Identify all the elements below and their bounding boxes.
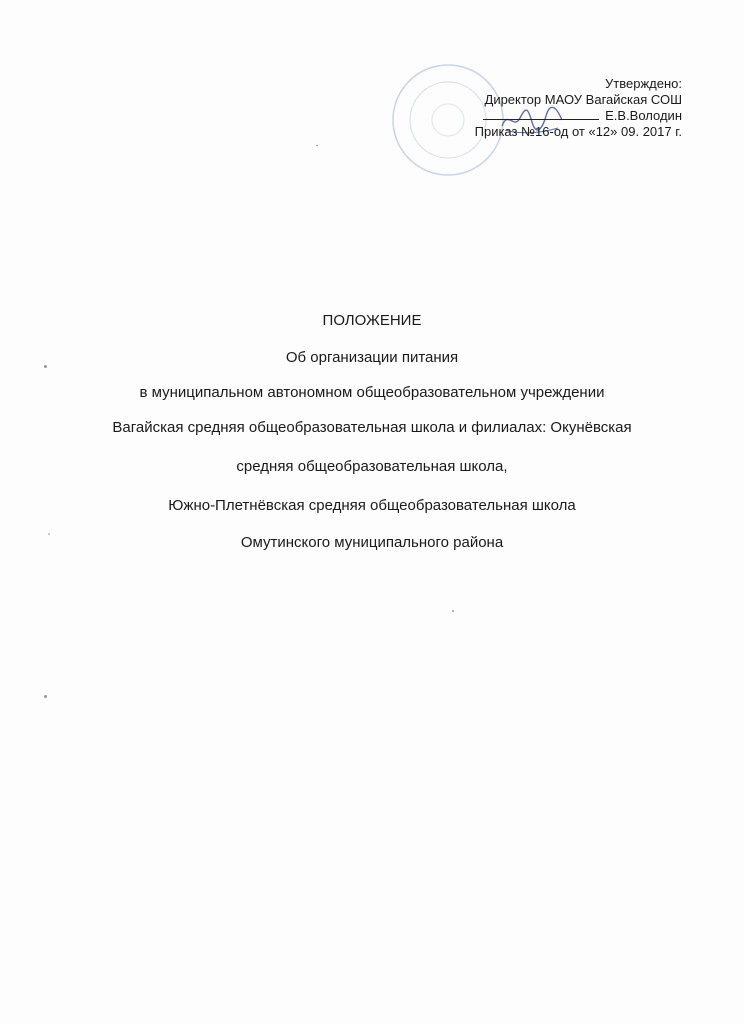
signature-underline — [483, 108, 599, 120]
subtitle-line-1: Об организации питания — [285, 349, 459, 366]
director-line: Директор МАОУ Вагайская СОШ — [484, 92, 682, 107]
approved-label: Утверждено: — [605, 76, 682, 91]
document-heading: ПОЛОЖЕНИЕ — [322, 312, 422, 329]
seal-center — [432, 104, 464, 136]
scan-speck — [48, 533, 50, 535]
approval-block — [475, 76, 682, 140]
subtitle-line-3: Вагайская средняя общеобразовательная школа и филиалах: Окунёвская — [112, 419, 632, 436]
scan-speck — [44, 695, 47, 698]
subtitle-line-2: в муниципальном автономном общеобразовательном учреждении — [139, 384, 605, 401]
order-line: Приказ №16-од от «12» 09. 2017 г. — [474, 124, 682, 139]
subtitle-line-5: Южно-Плетнёвская средняя общеобразовательная школа — [168, 497, 576, 514]
subtitle-line-6: Омутинского муниципального района — [240, 534, 504, 551]
document-title-block — [0, 312, 744, 551]
signature-line — [475, 108, 682, 124]
subtitle-line-4: средняя общеобразовательная школа, — [236, 458, 508, 475]
scan-speck — [452, 610, 454, 612]
scan-speck — [44, 365, 47, 368]
scan-speck — [316, 145, 318, 146]
signatory-name: Е.В.Володин — [605, 108, 682, 123]
